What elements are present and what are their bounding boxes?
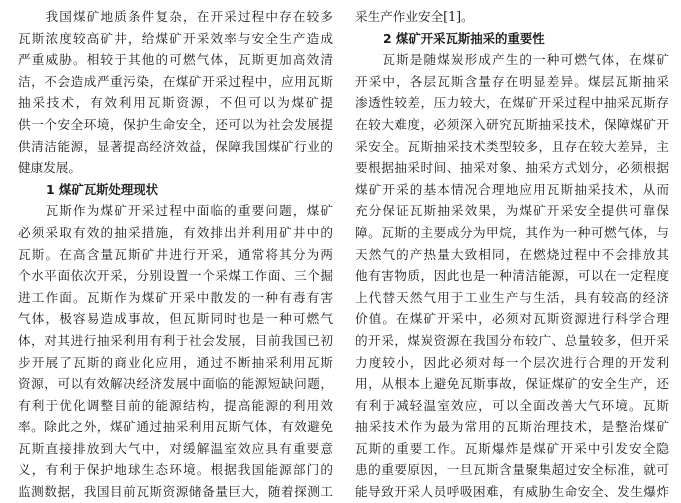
text-line: 天然气的产热量大致相同，在燃烧过程中不会排放其 [355, 246, 669, 262]
text-line: 资源，可以有效解决经济发展中面临的能源短缺问题， [18, 376, 333, 392]
text-line: 瓦斯浓度较高矿井，给煤矿开采效率与安全生产造成 [18, 30, 333, 46]
text-line: 监测数据，我国目前瓦斯资源储备量巨大，随着探测工 [18, 484, 333, 500]
text-line: 我国煤矿地质条件复杂，在开采过程中存在较多 [18, 9, 333, 24]
text-line: 瓦斯直接排放到大气中，对缓解温室效应具有重要意 [18, 440, 333, 456]
text-line: 采安全。瓦斯抽采技术类型较多，且存在较大差异，主 [355, 138, 669, 154]
text-line: 瓦斯作为煤矿开采过程中面临的重要问题，煤矿 [18, 203, 333, 219]
section-heading-2: 2 煤矿开采瓦斯抽采的重要性 [383, 30, 545, 46]
text-line: 供一个安全环境，保护生命安全，还可以为社会发展提 [18, 116, 333, 132]
text-line: 瓦斯是随煤炭形成产生的一种可燃气体，在煤矿 [355, 52, 669, 68]
text-line: 采生产作业安全[1]。 [355, 9, 474, 24]
text-line: 能导致开采人员呼吸困难，有威胁生命安全、发生爆炸 [355, 484, 669, 500]
text-line: 进工作面。瓦斯作为煤矿开采中散发的一种有毒有害 [18, 289, 333, 305]
text-line: 必须采取有效的抽采措施，有效排出并利用矿井中的 [18, 224, 333, 240]
text-line: 有利于优化调整目前的能源结构，提高能源的利用效 [18, 397, 333, 413]
text-line: 患的重要原因，一旦瓦斯含量聚集超过安全标准，就可 [355, 462, 669, 478]
text-line: 障。瓦斯的主要成分为甲烷，其作为一种可燃气体，与 [355, 224, 669, 240]
text-line: 用，从根本上避免瓦斯事故，保证煤矿的安全生产，还 [355, 376, 669, 392]
right-column [355, 6, 669, 503]
text-line: 有利于减轻温室效应，可以全面改善大气环境。瓦斯 [355, 397, 669, 413]
intro-paragraph [18, 6, 333, 179]
text-line: 义，有利于保护地球生态环境。根据我国能源部门的 [18, 462, 333, 478]
text-line: 瓦斯。在高含量瓦斯矿井进行开采，通常将其分为两 [18, 246, 333, 262]
text-line: 气体，极容易造成事故，但瓦斯同时也是一种可燃气 [18, 311, 333, 327]
section-heading-1: 1 煤矿瓦斯处理现状 [46, 181, 159, 197]
section-1-paragraph [18, 200, 333, 502]
text-line: 价值。在煤矿开采中，必须对瓦斯资源进行科学合理 [355, 311, 669, 327]
text-line: 严重威胁。相较于其他的可燃气体，瓦斯更加高效清 [18, 52, 333, 68]
text-line: 上代替天然气用于工业生产与生活，具有较高的经济 [355, 289, 669, 305]
text-line: 煤矿开采的基本情况合理地应用瓦斯抽采技术，从而 [355, 181, 669, 197]
text-line: 力度较小，因此必须对每一个层次进行合理的开发利 [355, 354, 669, 370]
text-line: 抽采技术作为最为常用的瓦斯治理技术，是整治煤矿 [355, 419, 669, 435]
text-line: 瓦斯的重要工作。瓦斯爆炸是煤矿开采中引发安全隐 [355, 440, 669, 456]
text-line: 体，对其进行抽采利用有利于社会发展，目前我国已初 [18, 332, 333, 348]
text-line: 充分保证瓦斯抽采效果，为煤矿开采安全提供可靠保 [355, 203, 669, 219]
text-line: 步开展了瓦斯的商业化应用，通过不断抽采利用瓦斯 [18, 354, 333, 370]
text-line: 个水平面依次开采，分别设置一个采煤工作面、三个掘 [18, 268, 333, 284]
text-line: 洁，不会造成严重污染，在煤矿开采过程中，应用瓦斯 [18, 73, 333, 89]
section-2-paragraph [355, 49, 669, 502]
text-line: 抽采技术，有效利用瓦斯资源，不但可以为煤矿提 [18, 95, 333, 111]
text-line: 的开采，煤炭资源在我国分布较广、总量较多，但开采 [355, 332, 669, 348]
text-line: 健康发展。 [18, 160, 81, 176]
text-line: 他有害物质，因此也是一种清洁能源，可以在一定程度 [355, 268, 669, 284]
text-line: 渗透性较差，压力较大，在煤矿开采过程中抽采瓦斯存 [355, 95, 669, 111]
continued-paragraph [355, 6, 669, 28]
text-line: 要根据抽采时间、抽采对象、抽采方式划分，必须根据 [355, 160, 669, 176]
text-line: 率。除此之外，煤矿通过抽采利用瓦斯气体，有效避免 [18, 419, 333, 435]
text-line: 在较大难度，必须深入研究瓦斯抽采技术，保障煤矿开 [355, 116, 669, 132]
text-line: 供清洁能源，显著提高经济效益，保障我国煤矿行业的 [18, 138, 333, 154]
left-column [18, 6, 333, 503]
text-line: 开采中，各层瓦斯含量存在明显差异。煤层瓦斯抽采 [355, 73, 669, 89]
